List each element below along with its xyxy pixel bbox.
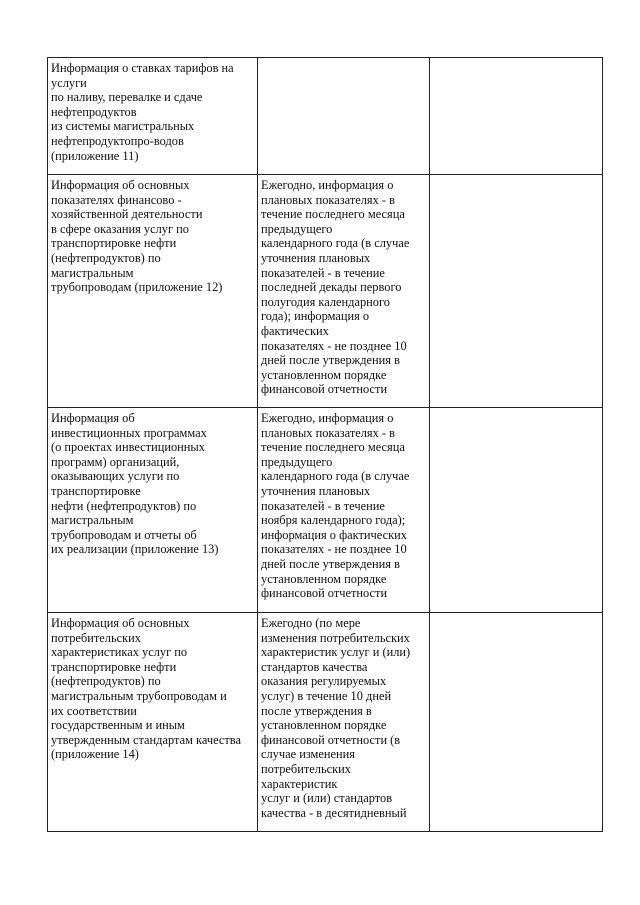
note-cell (430, 613, 603, 832)
note-cell (430, 408, 603, 613)
subject-text: Информация о ставках тарифов на услуги по наливу, перевалке и сдаче нефтепродуктов из системы магистральных нефтепродуктопро-водов (приложение 11) (51, 61, 234, 163)
deadline-cell (258, 613, 430, 832)
note-cell (430, 175, 603, 408)
subject-text: Информация об основных потребительских характеристиках услуг по транспортировке нефти (нефтепродуктов) по магистральным трубопроводам и их соответствии государственным и иным утвержденным стандартам качества (приложение 14) (51, 616, 241, 762)
deadline-text: Ежегодно (по мере изменения потребительских характеристик услуг и (или) стандартов качества оказания регулируемых услуг) в течение 10 дней после утверждения в установленном порядке финансовой отчетности (в случае изменения потребительских характеристик услуг и (или) стандартов качества - в десятидневный (261, 616, 411, 820)
subject-cell (48, 58, 258, 175)
note-cell (430, 58, 603, 175)
disclosure-table (47, 57, 603, 832)
deadline-text: Ежегодно, информация о плановых показателях - в течение последнего месяца предыдущего календарного года (в случае уточнения плановых показателей - в течение ноября календарного года); информация о фактических показателях - не позднее 10 дней после утверждения в установленном порядке финансовой отчетности (261, 411, 410, 601)
deadline-cell (258, 175, 430, 408)
table-row (48, 613, 603, 832)
subject-text: Информация об инвестиционных программах (о проектах инвестиционных программ) организаций, оказывающих услуги по транспортировке нефти (нефтепродуктов) по магистральным трубопроводам и отчеты об их реализации (приложение 13) (51, 411, 219, 557)
deadline-cell (258, 58, 430, 175)
table-row (48, 175, 603, 408)
subject-cell (48, 408, 258, 613)
table-row (48, 58, 603, 175)
subject-text: Информация об основных показателях финансово - хозяйственной деятельности в сфере оказания услуг по транспортировке нефти (нефтепродуктов) по магистральным трубопроводам (приложение 12) (51, 178, 223, 295)
table-row (48, 408, 603, 613)
subject-cell (48, 175, 258, 408)
deadline-text: Ежегодно, информация о плановых показателях - в течение последнего месяца предыдущего календарного года (в случае уточнения плановых показателей - в течение последней декады первого полугодия календарного года); информация о фактических показателях - не позднее 10 дней после утверждения в установленном порядке финансовой отчетности (261, 178, 410, 397)
deadline-cell (258, 408, 430, 613)
subject-cell (48, 613, 258, 832)
